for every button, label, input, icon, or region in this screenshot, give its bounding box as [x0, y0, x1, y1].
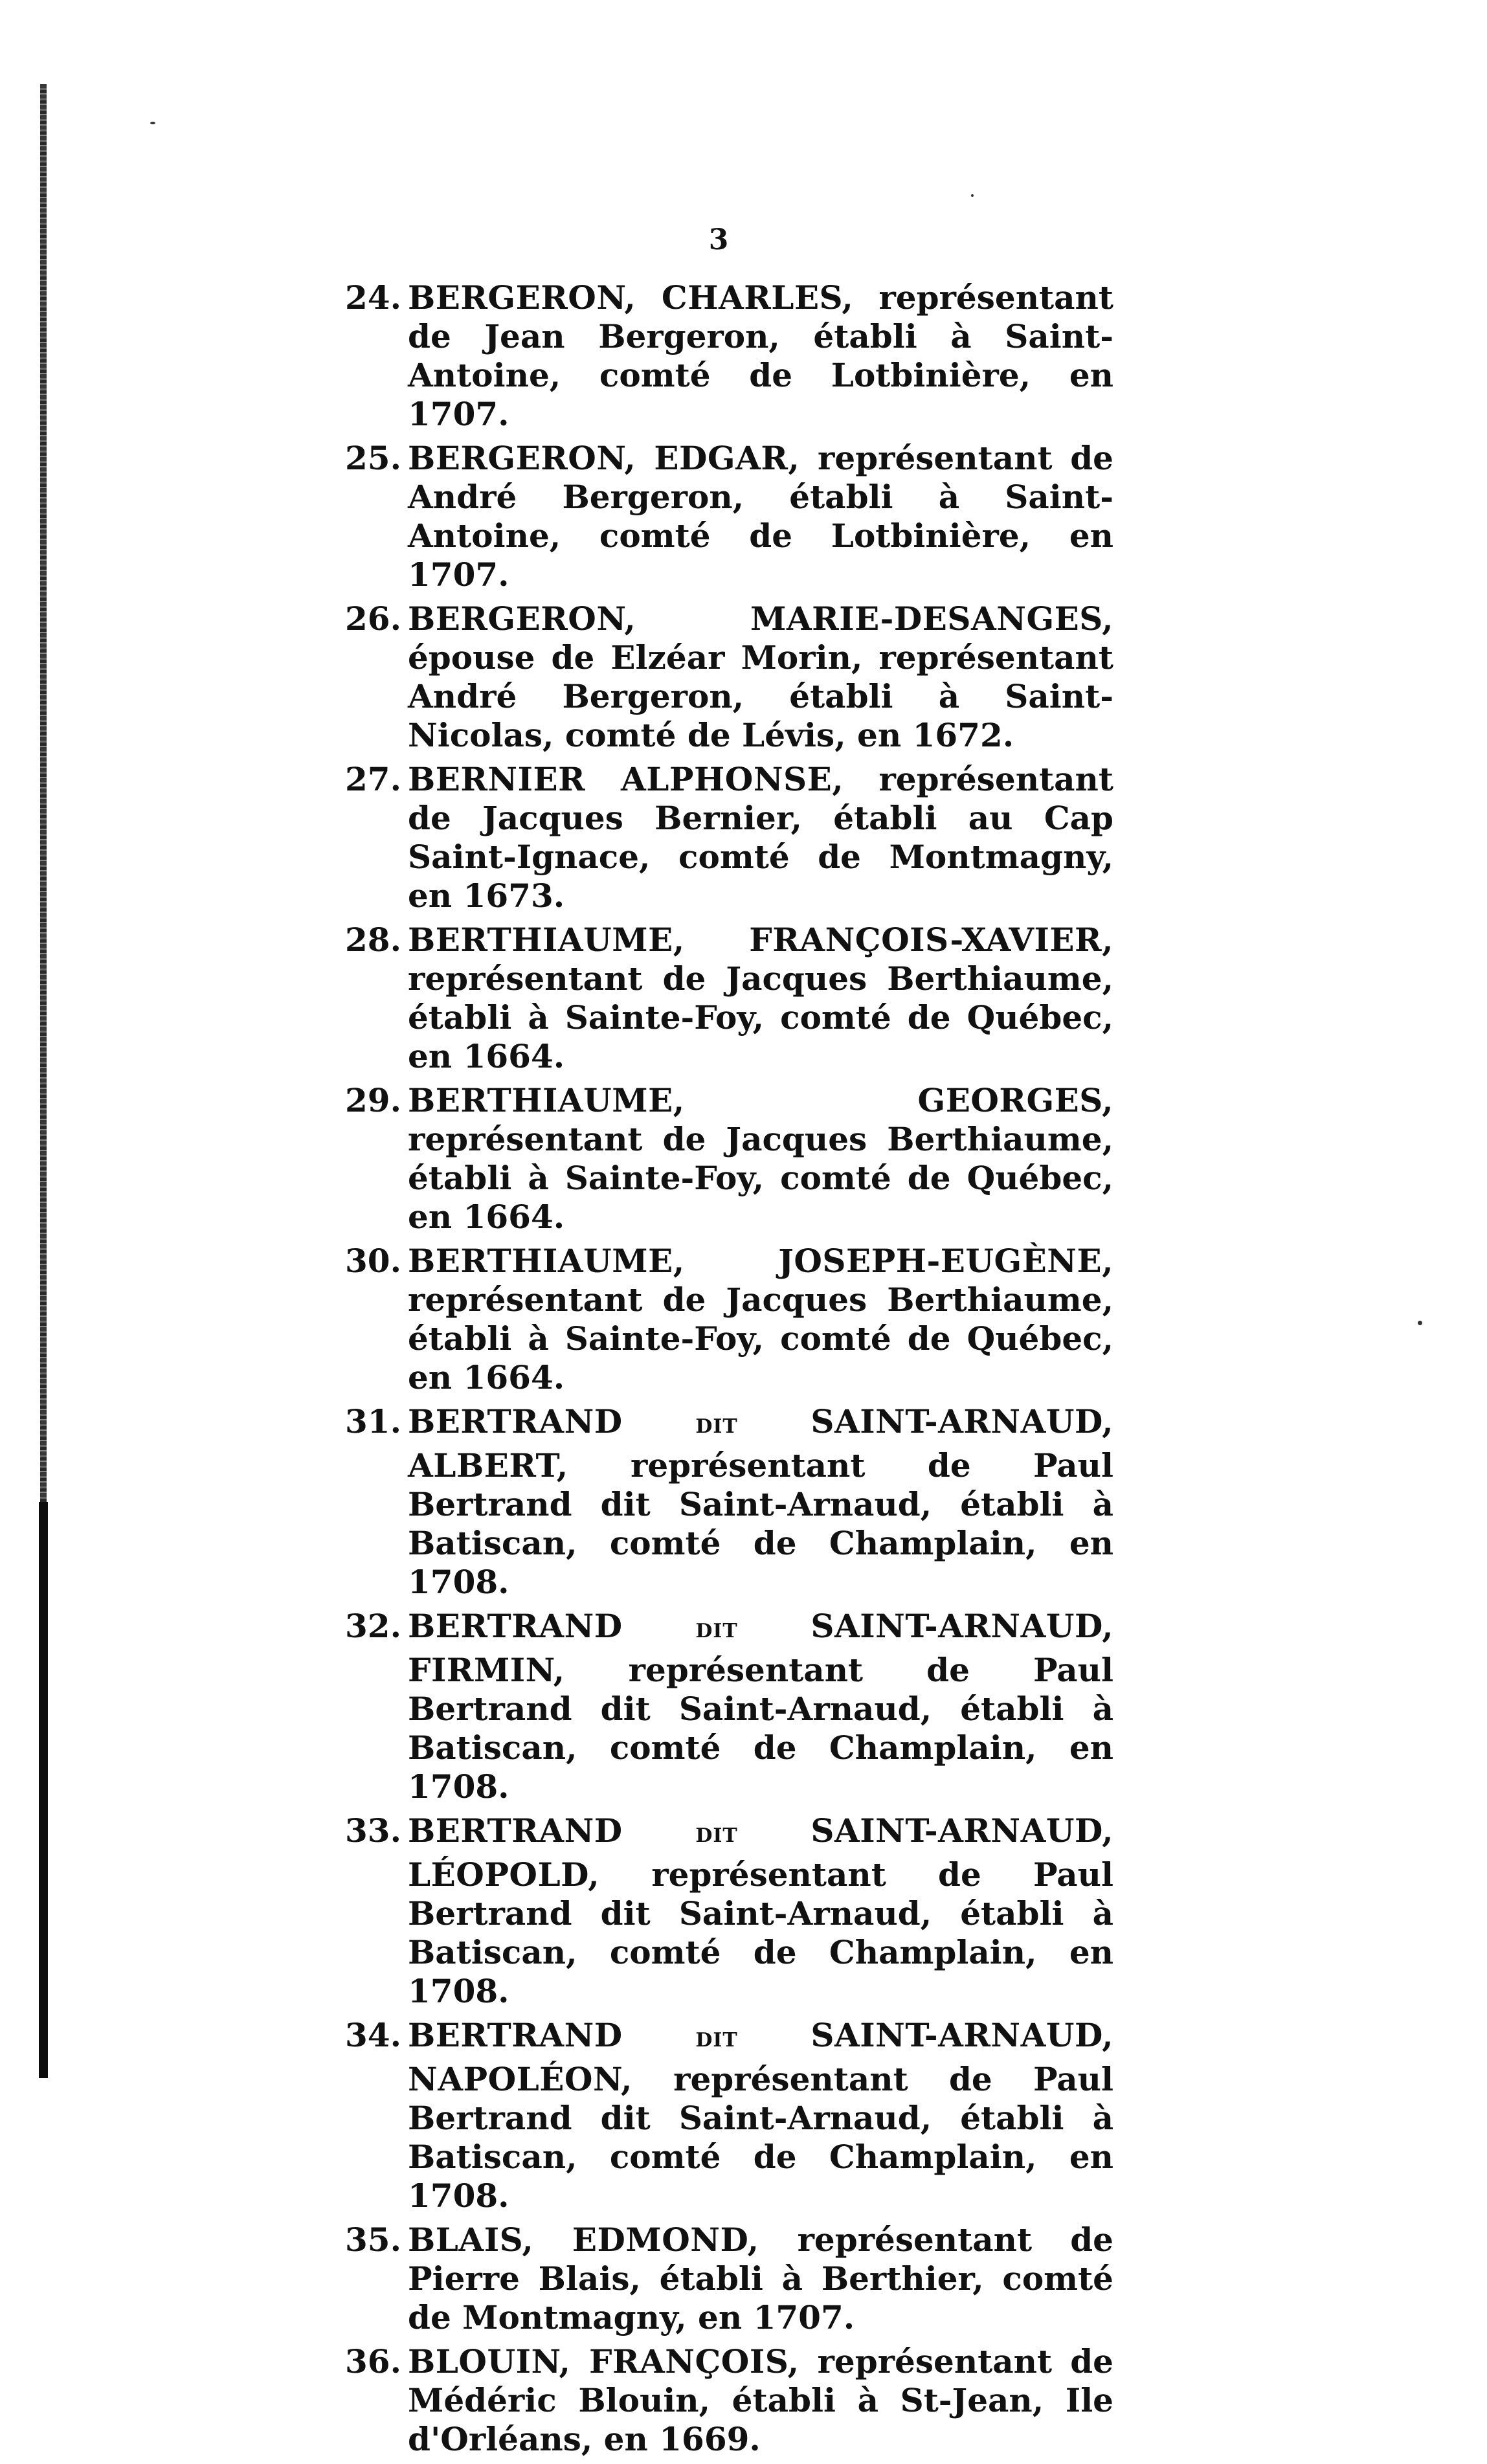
- list-item: [311, 599, 1113, 755]
- entry-number: 33.: [345, 1811, 401, 1850]
- entry-text: représentant de Paul Bertrand dit Saint-Arnaud, établi à Batiscan, comté de Champlain, en 1708.: [408, 1855, 1113, 2010]
- list-item: [311, 1402, 1113, 1602]
- entry-dit: DIT: [695, 1824, 738, 1847]
- entry-name: BERTRAND: [408, 1811, 623, 1850]
- entry-body: [408, 1081, 1113, 1237]
- binding-edge-shadow: [39, 1502, 48, 2078]
- entry-name: SAINT-ARNAUD, NAPOLÉON,: [408, 2016, 1113, 2098]
- list-item: [311, 278, 1113, 434]
- entry-name: BERTRAND: [408, 2016, 623, 2054]
- entry-number: 25.: [345, 439, 401, 477]
- entry-name: BERGERON, CHARLES,: [408, 278, 854, 317]
- entry-body: [408, 439, 1113, 594]
- list-item: [311, 2342, 1113, 2459]
- entry-name: BERNIER ALPHONSE,: [408, 760, 844, 798]
- entry-number: 32.: [345, 1607, 401, 1645]
- list-item: [311, 2221, 1113, 2337]
- list-item: [311, 1242, 1113, 1397]
- entry-number: 29.: [345, 1081, 401, 1119]
- entry-body: [408, 599, 1113, 755]
- entry-body: [408, 760, 1113, 915]
- entry-list: [311, 278, 1113, 2464]
- entry-body: [408, 2221, 1113, 2337]
- list-item: [311, 1081, 1113, 1237]
- list-item: [311, 439, 1113, 594]
- entry-text: représentant de Jacques Bernier, établi au Cap Saint-Ignace, comté de Montmagny, en 1673.: [408, 760, 1113, 915]
- entry-number: 30.: [345, 1242, 401, 1280]
- entry-name: BERTRAND: [408, 1402, 623, 1440]
- entry-number: 24.: [345, 278, 401, 317]
- entry-dit: DIT: [695, 1620, 738, 1642]
- entry-dit: DIT: [695, 1415, 738, 1438]
- list-item: [311, 2016, 1113, 2215]
- entry-name: BERTHIAUME, JOSEPH-EUGÈNE,: [408, 1242, 1113, 1280]
- entry-name: BLAIS, EDMOND,: [408, 2221, 759, 2259]
- entry-number: 34.: [345, 2016, 401, 2054]
- entry-number: 31.: [345, 1402, 401, 1440]
- entry-body: [408, 921, 1113, 1076]
- entry-text: représentant de Paul Bertrand dit Saint-Arnaud, établi à Batiscan, comté de Champlain, en 1708.: [408, 2060, 1113, 2215]
- entry-body: [408, 1811, 1113, 2011]
- entry-name: BERTRAND: [408, 1607, 623, 1645]
- entry-name: BLOUIN, FRANÇOIS,: [408, 2342, 799, 2380]
- entry-text: représentant de Jean Bergeron, établi à Saint-Antoine, comté de Lotbinière, en 1707.: [408, 278, 1113, 433]
- list-item: [311, 1811, 1113, 2011]
- entry-name: SAINT-ARNAUD, ALBERT,: [408, 1402, 1113, 1484]
- entry-body: [408, 1402, 1113, 1602]
- entry-body: [408, 278, 1113, 434]
- entry-name: BERGERON, EDGAR,: [408, 439, 800, 477]
- entry-dit: DIT: [695, 2029, 738, 2052]
- entry-number: 26.: [345, 599, 401, 638]
- entry-number: 35.: [345, 2221, 401, 2259]
- entry-body: [408, 1242, 1113, 1397]
- scan-speck: [971, 194, 974, 197]
- scan-speck: [150, 122, 155, 124]
- entry-number: 28.: [345, 921, 401, 959]
- entry-name: BERTHIAUME, GEORGES,: [408, 1081, 1113, 1119]
- entry-name: SAINT-ARNAUD, LÉOPOLD,: [408, 1811, 1113, 1894]
- entry-text: représentant de Jacques Berthiaume, établi à Sainte-Foy, comté de Québec, en 1664.: [408, 1120, 1113, 1236]
- entry-body: [408, 2342, 1113, 2459]
- entry-body: [408, 2016, 1113, 2215]
- entry-name: BERTHIAUME, FRANÇOIS-XAVIER,: [408, 921, 1113, 959]
- page-number: 3: [708, 223, 729, 256]
- entry-name: BERGERON, MARIE-DESANGES,: [408, 599, 1113, 638]
- entry-text: représentant de Paul Bertrand dit Saint-Arnaud, établi à Batiscan, comté de Champlain, en 1708.: [408, 1446, 1113, 1601]
- entry-text: épouse de Elzéar Morin, représentant André Bergeron, établi à Saint-Nicolas, comté de Lévis, en 1672.: [408, 638, 1113, 754]
- entry-name: SAINT-ARNAUD, FIRMIN,: [408, 1607, 1113, 1689]
- entry-text: représentant de Jacques Berthiaume, établi à Sainte-Foy, comté de Québec, en 1664.: [408, 959, 1113, 1075]
- entry-text: représentant de Pierre Blais, établi à Berthier, comté de Montmagny, en 1707.: [408, 2221, 1113, 2336]
- list-item: [311, 760, 1113, 915]
- list-item: [311, 921, 1113, 1076]
- scan-speck: [1418, 1321, 1422, 1325]
- entry-text: représentant de Jacques Berthiaume, établi à Sainte-Foy, comté de Québec, en 1664.: [408, 1281, 1113, 1396]
- entry-text: représentant de André Bergeron, établi à Saint-Antoine, comté de Lotbinière, en 1707.: [408, 439, 1113, 594]
- entry-body: [408, 1607, 1113, 1806]
- entry-text: représentant de Paul Bertrand dit Saint-Arnaud, établi à Batiscan, comté de Champlain, en 1708.: [408, 1651, 1113, 1806]
- entry-number: 36.: [345, 2342, 401, 2380]
- entry-number: 27.: [345, 760, 401, 798]
- entry-text: représentant de Médéric Blouin, établi à St-Jean, Ile d'Orléans, en 1669.: [408, 2342, 1113, 2458]
- list-item: [311, 1607, 1113, 1806]
